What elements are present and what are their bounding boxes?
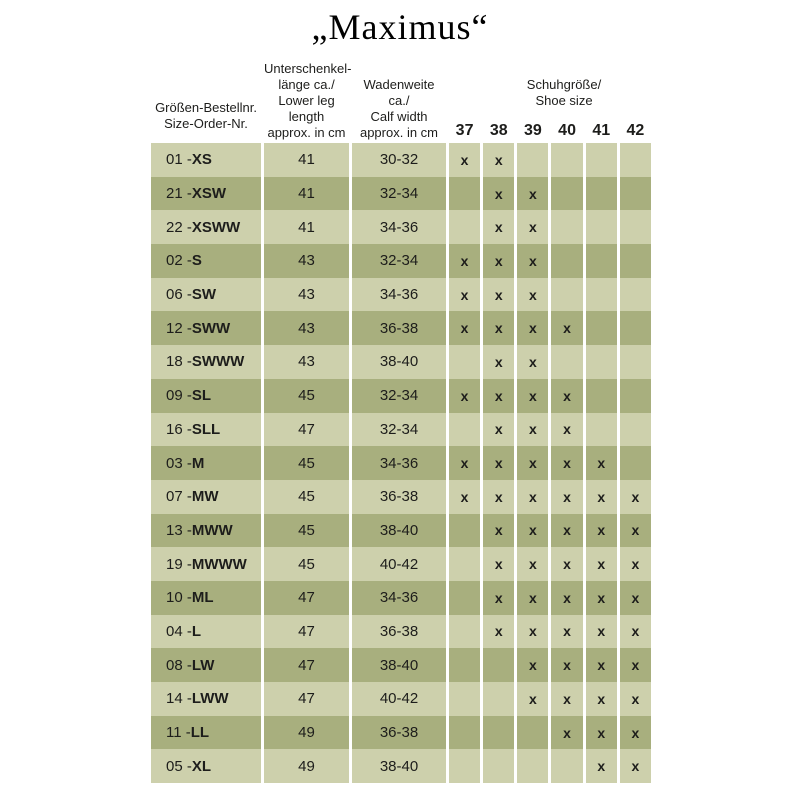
order-number: 05 -	[166, 757, 192, 775]
shoe-check-cell: x	[517, 244, 548, 278]
shoe-check-cell	[449, 749, 480, 783]
shoe-check-cell	[620, 379, 651, 413]
shoe-check-cell	[586, 244, 617, 278]
shoe-check-cell: x	[483, 244, 514, 278]
table-row	[151, 749, 651, 783]
shoe-check-cell: x	[551, 547, 582, 581]
shoe-check-cell: x	[586, 547, 617, 581]
order-number: 07 -	[166, 488, 192, 506]
leg-length-cell: 45	[264, 514, 349, 548]
shoe-check-cell	[551, 244, 582, 278]
order-number: 10 -	[166, 589, 192, 607]
shoe-check-cell: x	[586, 446, 617, 480]
calf-width-cell: 34-36	[352, 210, 446, 244]
order-number: 18 -	[166, 353, 192, 371]
leg-length-cell: 43	[264, 345, 349, 379]
table-body	[151, 143, 651, 783]
size-code: SWWW	[191, 353, 245, 371]
leg-length-cell: 47	[264, 413, 349, 447]
shoe-check-cell	[586, 311, 617, 345]
shoe-check-cell: x	[620, 749, 651, 783]
size-order-cell	[151, 210, 261, 244]
shoe-check-cell	[517, 716, 548, 750]
shoe-check-cell: x	[551, 615, 582, 649]
shoe-check-cell	[517, 749, 548, 783]
order-number: 22 -	[166, 218, 192, 236]
header-calf-width-line1: Wadenweite ca./	[363, 77, 435, 108]
size-order-cell	[151, 413, 261, 447]
shoe-size-header: 42	[626, 122, 645, 139]
shoe-check-cell: x	[483, 514, 514, 548]
size-code: MWW	[191, 521, 233, 539]
calf-width-cell: 32-34	[352, 177, 446, 211]
size-order-cell	[151, 716, 261, 750]
shoe-check-cell: x	[551, 311, 582, 345]
order-number: 08 -	[166, 656, 192, 674]
size-order-cell	[151, 480, 261, 514]
header-calf-width-line3: approx. in cm	[359, 125, 439, 140]
calf-width-cell: 36-38	[352, 716, 446, 750]
size-code: LL	[190, 724, 210, 742]
shoe-check-cell: x	[586, 514, 617, 548]
shoe-check-cell: x	[483, 177, 514, 211]
shoe-check-cell	[551, 177, 582, 211]
size-order-cell	[151, 311, 261, 345]
shoe-check-cell	[620, 177, 651, 211]
calf-width-cell: 34-36	[352, 446, 446, 480]
size-order-cell	[151, 749, 261, 783]
shoe-check-cell: x	[517, 480, 548, 514]
size-order-cell	[151, 446, 261, 480]
shoe-check-cell	[483, 749, 514, 783]
shoe-check-cell: x	[449, 278, 480, 312]
shoe-check-cell	[620, 345, 651, 379]
shoe-check-cell: x	[517, 547, 548, 581]
shoe-check-cell: x	[551, 648, 582, 682]
shoe-check-cell	[586, 143, 617, 177]
shoe-check-cell: x	[483, 581, 514, 615]
shoe-check-cell: x	[483, 547, 514, 581]
size-order-cell	[151, 244, 261, 278]
calf-width-cell: 34-36	[352, 278, 446, 312]
table-row	[151, 682, 651, 716]
shoe-check-cell: x	[449, 143, 480, 177]
shoe-check-cell: x	[517, 379, 548, 413]
shoe-check-cell	[551, 345, 582, 379]
shoe-size-header: 37	[455, 122, 474, 139]
table-row	[151, 278, 651, 312]
shoe-check-cell	[449, 210, 480, 244]
calf-width-cell: 40-42	[352, 547, 446, 581]
shoe-check-cell: x	[586, 480, 617, 514]
shoe-check-cell: x	[517, 615, 548, 649]
shoe-check-cell: x	[551, 413, 582, 447]
calf-width-cell: 32-34	[352, 413, 446, 447]
shoe-size-header: 41	[592, 122, 611, 139]
order-number: 12 -	[166, 319, 192, 337]
shoe-check-cell: x	[517, 278, 548, 312]
table-row	[151, 345, 651, 379]
order-number: 13 -	[166, 521, 192, 539]
shoe-check-cell	[620, 210, 651, 244]
shoe-check-cell: x	[620, 581, 651, 615]
table-row	[151, 581, 651, 615]
size-code: ML	[191, 589, 214, 607]
shoe-check-cell: x	[517, 345, 548, 379]
header-calf-width	[352, 77, 446, 143]
shoe-check-cell: x	[449, 446, 480, 480]
order-number: 09 -	[166, 387, 192, 405]
shoe-size-header: 38	[489, 122, 508, 139]
size-code: XSW	[191, 185, 227, 203]
shoe-check-cell	[449, 682, 480, 716]
leg-length-cell: 45	[264, 446, 349, 480]
order-number: 11 -	[166, 724, 191, 742]
calf-width-cell: 36-38	[352, 480, 446, 514]
shoe-check-cell	[449, 581, 480, 615]
shoe-check-cell: x	[586, 615, 617, 649]
shoe-check-cell	[620, 278, 651, 312]
size-code: M	[191, 454, 205, 472]
size-order-cell	[151, 278, 261, 312]
size-code: XSWW	[191, 218, 241, 236]
shoe-check-cell	[586, 177, 617, 211]
table-row	[151, 547, 651, 581]
calf-width-cell: 38-40	[352, 345, 446, 379]
shoe-check-cell: x	[483, 480, 514, 514]
size-order-cell	[151, 143, 261, 177]
header-leg-length	[264, 61, 352, 143]
header-shoe-size-label	[463, 77, 665, 109]
calf-width-cell: 40-42	[352, 682, 446, 716]
table-row	[151, 379, 651, 413]
shoe-check-cell: x	[586, 682, 617, 716]
size-code: XL	[191, 757, 212, 775]
size-code: SL	[191, 387, 212, 405]
leg-length-cell: 43	[264, 244, 349, 278]
shoe-check-cell	[586, 278, 617, 312]
header-size-order-line1: Größen-Bestellnr.	[155, 100, 257, 115]
shoe-check-cell	[620, 244, 651, 278]
leg-length-cell: 47	[264, 615, 349, 649]
table-row	[151, 446, 651, 480]
shoe-check-cell: x	[517, 446, 548, 480]
size-code: MWWW	[191, 555, 247, 573]
shoe-check-cell: x	[483, 413, 514, 447]
table-row	[151, 648, 651, 682]
size-code: S	[191, 252, 202, 270]
shoe-check-cell: x	[620, 514, 651, 548]
order-number: 01 -	[166, 151, 192, 169]
shoe-check-cell: x	[586, 581, 617, 615]
shoe-check-cell: x	[517, 648, 548, 682]
size-order-cell	[151, 177, 261, 211]
size-order-cell	[151, 648, 261, 682]
shoe-check-cell	[586, 210, 617, 244]
table-row	[151, 716, 651, 750]
shoe-check-cell: x	[517, 210, 548, 244]
shoe-check-cell: x	[620, 480, 651, 514]
shoe-check-cell	[449, 547, 480, 581]
calf-width-cell: 36-38	[352, 311, 446, 345]
shoe-check-cell	[483, 682, 514, 716]
shoe-check-cell	[449, 615, 480, 649]
order-number: 21 -	[166, 185, 192, 203]
calf-width-cell: 38-40	[352, 514, 446, 548]
header-size-order	[151, 100, 261, 143]
table-row	[151, 143, 651, 177]
shoe-check-cell	[586, 379, 617, 413]
shoe-check-cell: x	[620, 615, 651, 649]
shoe-check-cell: x	[517, 514, 548, 548]
shoe-check-cell	[483, 648, 514, 682]
table-row	[151, 210, 651, 244]
shoe-check-cell: x	[483, 379, 514, 413]
header-shoe-size-group	[449, 60, 651, 143]
leg-length-cell: 49	[264, 749, 349, 783]
shoe-check-cell: x	[620, 547, 651, 581]
shoe-check-cell: x	[620, 716, 651, 750]
shoe-size-header: 40	[558, 122, 576, 139]
leg-length-cell: 43	[264, 278, 349, 312]
shoe-check-cell	[449, 413, 480, 447]
size-order-cell	[151, 514, 261, 548]
shoe-check-cell	[449, 716, 480, 750]
shoe-check-cell: x	[483, 615, 514, 649]
shoe-check-cell	[620, 311, 651, 345]
shoe-check-cell	[620, 413, 651, 447]
table-header	[151, 60, 651, 143]
page-title: „Maximus“	[311, 7, 489, 47]
size-order-cell	[151, 682, 261, 716]
calf-width-cell: 38-40	[352, 648, 446, 682]
shoe-check-cell: x	[483, 311, 514, 345]
shoe-check-cell: x	[551, 716, 582, 750]
size-order-cell	[151, 379, 261, 413]
leg-length-cell: 47	[264, 682, 349, 716]
shoe-check-cell: x	[449, 244, 480, 278]
shoe-check-cell	[586, 345, 617, 379]
leg-length-cell: 49	[264, 716, 349, 750]
shoe-check-cell: x	[551, 480, 582, 514]
shoe-check-cell: x	[551, 446, 582, 480]
leg-length-cell: 45	[264, 379, 349, 413]
header-shoe-size-line2: Shoe size	[535, 93, 593, 108]
shoe-check-cell: x	[517, 413, 548, 447]
shoe-check-cell: x	[483, 210, 514, 244]
header-leg-length-line4: approx. in cm	[267, 125, 346, 140]
shoe-check-cell	[449, 177, 480, 211]
shoe-check-cell	[620, 446, 651, 480]
shoe-check-cell	[586, 413, 617, 447]
header-leg-length-line1: Unterschenkel-	[264, 61, 352, 76]
shoe-check-cell	[449, 514, 480, 548]
table-row	[151, 311, 651, 345]
leg-length-cell: 45	[264, 547, 349, 581]
order-number: 16 -	[166, 420, 192, 438]
leg-length-cell: 41	[264, 177, 349, 211]
shoe-check-cell: x	[483, 345, 514, 379]
shoe-check-cell: x	[517, 177, 548, 211]
order-number: 14 -	[166, 690, 192, 708]
shoe-check-cell: x	[483, 278, 514, 312]
table-row	[151, 413, 651, 447]
shoe-check-cell: x	[517, 682, 548, 716]
shoe-check-cell	[551, 749, 582, 783]
header-leg-length-line3: Lower leg length	[278, 93, 335, 124]
size-code: SW	[191, 286, 217, 304]
shoe-check-cell: x	[517, 581, 548, 615]
size-order-cell	[151, 547, 261, 581]
shoe-check-cell: x	[586, 716, 617, 750]
table-row	[151, 244, 651, 278]
size-code: SLL	[191, 420, 221, 438]
leg-length-cell: 47	[264, 581, 349, 615]
header-size-order-line2: Size-Order-Nr.	[164, 116, 248, 131]
shoe-check-cell: x	[551, 682, 582, 716]
size-order-cell	[151, 615, 261, 649]
table-row	[151, 615, 651, 649]
size-table	[151, 60, 651, 783]
leg-length-cell: 47	[264, 648, 349, 682]
shoe-check-cell	[551, 210, 582, 244]
shoe-check-cell: x	[483, 446, 514, 480]
size-code: L	[191, 622, 202, 640]
shoe-check-cell: x	[586, 749, 617, 783]
shoe-check-cell: x	[586, 648, 617, 682]
order-number: 04 -	[166, 622, 192, 640]
leg-length-cell: 41	[264, 210, 349, 244]
shoe-check-cell	[551, 278, 582, 312]
header-shoe-size-line1: Schuhgröße/	[526, 77, 602, 92]
size-code: XS	[191, 151, 212, 169]
shoe-size-columns	[449, 122, 651, 143]
calf-width-cell: 36-38	[352, 615, 446, 649]
shoe-check-cell: x	[551, 514, 582, 548]
size-code: LWW	[191, 690, 229, 708]
shoe-check-cell	[551, 143, 582, 177]
shoe-check-cell: x	[449, 480, 480, 514]
leg-length-cell: 41	[264, 143, 349, 177]
shoe-check-cell	[483, 716, 514, 750]
size-order-cell	[151, 345, 261, 379]
leg-length-cell: 45	[264, 480, 349, 514]
shoe-check-cell: x	[483, 143, 514, 177]
header-leg-length-line2: länge ca./	[278, 77, 335, 92]
shoe-check-cell: x	[517, 311, 548, 345]
shoe-check-cell: x	[449, 311, 480, 345]
shoe-check-cell: x	[449, 379, 480, 413]
table-row	[151, 177, 651, 211]
calf-width-cell: 32-34	[352, 379, 446, 413]
shoe-check-cell	[517, 143, 548, 177]
shoe-check-cell: x	[551, 581, 582, 615]
shoe-check-cell	[449, 648, 480, 682]
calf-width-cell: 34-36	[352, 581, 446, 615]
table-row	[151, 514, 651, 548]
shoe-check-cell: x	[620, 648, 651, 682]
shoe-check-cell	[449, 345, 480, 379]
calf-width-cell: 30-32	[352, 143, 446, 177]
shoe-size-header: 39	[524, 122, 542, 139]
header-calf-width-line2: Calf width	[370, 109, 428, 124]
size-code: SWW	[191, 319, 231, 337]
order-number: 03 -	[166, 454, 192, 472]
calf-width-cell: 32-34	[352, 244, 446, 278]
size-code: MW	[191, 488, 219, 506]
leg-length-cell: 43	[264, 311, 349, 345]
shoe-check-cell: x	[551, 379, 582, 413]
table-row	[151, 480, 651, 514]
order-number: 19 -	[166, 555, 192, 573]
order-number: 06 -	[166, 286, 192, 304]
order-number: 02 -	[166, 252, 192, 270]
shoe-check-cell	[620, 143, 651, 177]
size-code: LW	[191, 656, 215, 674]
shoe-check-cell: x	[620, 682, 651, 716]
size-order-cell	[151, 581, 261, 615]
calf-width-cell: 38-40	[352, 749, 446, 783]
